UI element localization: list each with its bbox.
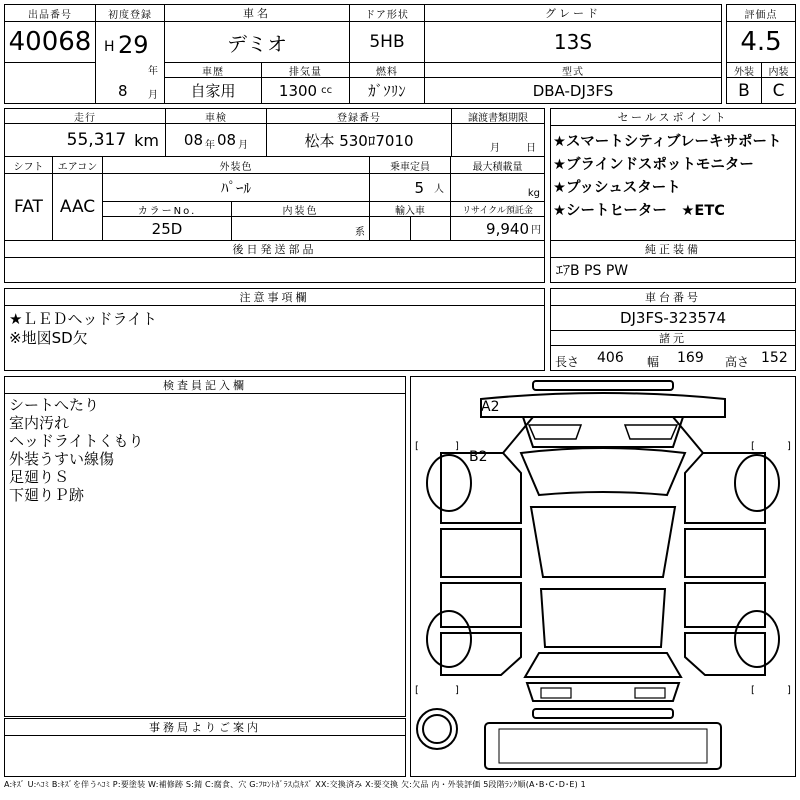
length-label: 長さ bbox=[555, 355, 580, 369]
inspector-label: 検査員記入欄 bbox=[4, 376, 406, 394]
dims-label: 諸元 bbox=[550, 330, 796, 346]
color-no: 25D bbox=[102, 216, 232, 241]
plate: 松本 530ﾛ7010 bbox=[266, 123, 452, 157]
plate-label: 登録番号 bbox=[266, 108, 452, 124]
grade: 13S bbox=[424, 21, 722, 63]
interior-color-unit: 系 bbox=[355, 227, 365, 238]
transfer-month-unit: 月 bbox=[490, 143, 500, 154]
mileage-unit: km bbox=[134, 130, 159, 150]
equipment: ｴｱB PS PW bbox=[550, 257, 796, 283]
height: 152 bbox=[761, 350, 788, 366]
chassis-label: 車台番号 bbox=[550, 288, 796, 306]
inspector-line-4: 外装うすい線傷 bbox=[9, 450, 115, 468]
caution-label: 注意事項欄 bbox=[4, 288, 545, 306]
color-label: 外装色 bbox=[102, 156, 370, 174]
door-label: ドア形状 bbox=[349, 4, 425, 22]
selling-point-4: ★シートヒーター ★ETC bbox=[553, 203, 725, 219]
interior-label: 内装 bbox=[761, 62, 796, 78]
history: 自家用 bbox=[164, 77, 262, 104]
later-parts-label: 後日発送部品 bbox=[4, 240, 545, 258]
inspection-month: 08 bbox=[217, 131, 237, 149]
chassis-no: DJ3FS-323574 bbox=[550, 305, 796, 331]
bracket-right-3: [ bbox=[751, 685, 755, 696]
selling-points-box bbox=[550, 125, 796, 241]
color: ﾊﾟｰﾙ bbox=[102, 173, 370, 202]
car-name-label: 車名 bbox=[164, 4, 350, 22]
lot-no-label: 出品番号 bbox=[4, 4, 96, 22]
inspector-line-1: シートへたり bbox=[9, 396, 100, 414]
inspection-label: 車検 bbox=[165, 108, 267, 124]
displacement-label: 排気量 bbox=[261, 62, 350, 78]
selling-points-label: セールスポイント bbox=[550, 108, 796, 126]
bracket-right-2: ] bbox=[787, 441, 791, 452]
bracket-right-1: [ bbox=[751, 441, 755, 452]
recycle-cell bbox=[450, 216, 545, 241]
inspector-line-3: ヘッドライトくもり bbox=[9, 432, 144, 450]
score: 4.5 bbox=[726, 21, 796, 63]
transfer-day-unit: 日 bbox=[526, 143, 536, 154]
mileage: 55,317 bbox=[66, 130, 127, 150]
inspector-line-2: 室内汚れ bbox=[9, 414, 70, 432]
displacement-cell bbox=[261, 77, 350, 104]
import-cell bbox=[369, 216, 451, 241]
exterior-grade: B bbox=[726, 77, 762, 104]
selling-point-3: ★プッシュスタート bbox=[553, 180, 681, 196]
interior-color-label: 内装色 bbox=[231, 201, 370, 217]
interior-color-cell bbox=[231, 216, 370, 241]
month-unit: 月 bbox=[148, 90, 158, 101]
later-parts-value bbox=[4, 257, 545, 283]
capacity-cell bbox=[369, 173, 451, 202]
year-unit: 年 bbox=[148, 66, 158, 77]
score-label: 評価点 bbox=[726, 4, 796, 22]
first-reg-box bbox=[95, 21, 165, 104]
load-unit: kg bbox=[527, 188, 540, 199]
office-label: 事務局よりご案内 bbox=[4, 718, 406, 736]
car-outline bbox=[411, 377, 795, 776]
selling-point-2: ★ブラインドスポットモニター bbox=[553, 157, 754, 173]
color-no-label: カラーNo. bbox=[102, 201, 232, 217]
inspector-box bbox=[4, 393, 406, 717]
lot-no: 40068 bbox=[4, 21, 96, 63]
history-label: 車歴 bbox=[164, 62, 262, 78]
displacement-unit: cc bbox=[321, 85, 333, 96]
lot-no-blank bbox=[4, 62, 96, 104]
fuel-label: 燃料 bbox=[349, 62, 425, 78]
width: 169 bbox=[677, 350, 704, 366]
era: H bbox=[104, 39, 115, 55]
inspection-year: 08 bbox=[183, 131, 203, 149]
inspector-line-5: 足廻りＳ bbox=[9, 468, 70, 486]
bracket-left-3: [ bbox=[415, 685, 419, 696]
selling-point-1: ★スマートシティブレーキサポート bbox=[553, 134, 782, 150]
mileage-label: 走行 bbox=[4, 108, 166, 124]
fuel: ｶﾞｿﾘﾝ bbox=[349, 77, 425, 104]
first-reg-year: 29 bbox=[118, 31, 149, 59]
import-label: 輸入車 bbox=[369, 201, 451, 217]
recycle-label: リサイクル預託金 bbox=[450, 201, 545, 217]
exterior-label: 外装 bbox=[726, 62, 762, 78]
bracket-right-4: ] bbox=[787, 685, 791, 696]
width-label: 幅 bbox=[647, 355, 660, 369]
load-cell bbox=[450, 173, 545, 202]
model: DBA-DJ3FS bbox=[424, 77, 722, 104]
recycle-unit: 円 bbox=[531, 225, 541, 236]
damage-mark-a2: A2 bbox=[481, 399, 500, 415]
transfer-label: 譲渡書類期限 bbox=[451, 108, 545, 124]
interior-grade: C bbox=[761, 77, 796, 104]
length: 406 bbox=[597, 350, 624, 366]
inspection-year-unit: 年 bbox=[205, 139, 215, 151]
first-reg-label: 初度登録 bbox=[95, 4, 165, 22]
transfer-cell bbox=[451, 123, 545, 157]
displacement: 1300 bbox=[278, 81, 318, 100]
capacity-unit: 人 bbox=[434, 184, 444, 195]
bracket-left-4: ] bbox=[455, 685, 459, 696]
bracket-left-1: [ bbox=[415, 441, 419, 452]
inspector-line-6: 下廻りＰ跡 bbox=[9, 486, 85, 504]
caution-line-1: ★ＬＥＤヘッドライト bbox=[9, 310, 157, 328]
ac: AAC bbox=[52, 173, 103, 241]
legend-footer: A:ｷｽﾞ U:ﾍｺﾐ B:ｷｽﾞを伴うﾍｺﾐ P:要塗装 W:補修跡 S:錆 C:腐食、穴 G:ﾌﾛﾝﾄｶﾞﾗｽ点ｷｽﾞ XX:交換済み X:要交換 欠:欠品 内・外装評価 5段階ﾗﾝｸ順(A･B･C･D･E) 1 bbox=[4, 780, 586, 789]
recycle: 9,940 bbox=[486, 219, 529, 238]
door: 5HB bbox=[349, 21, 425, 63]
office-value bbox=[4, 735, 406, 777]
car-diagram bbox=[410, 376, 796, 777]
capacity-label: 乗車定員 bbox=[369, 156, 451, 174]
shift: FAT bbox=[4, 173, 53, 241]
inspection-month-unit: 月 bbox=[238, 139, 249, 151]
height-label: 高さ bbox=[725, 355, 750, 369]
shift-label: シフト bbox=[4, 156, 53, 174]
capacity: 5 bbox=[414, 178, 424, 197]
equipment-label: 純正装備 bbox=[550, 240, 796, 258]
caution-box bbox=[4, 305, 545, 371]
damage-mark-b2: B2 bbox=[469, 449, 488, 465]
load-label: 最大積載量 bbox=[450, 156, 545, 174]
first-reg-month: 8 bbox=[118, 82, 128, 100]
ac-label: エアコン bbox=[52, 156, 103, 174]
car-name: デミオ bbox=[164, 21, 350, 63]
inspection-cell bbox=[165, 123, 267, 157]
grade-label: グレード bbox=[424, 4, 722, 22]
mileage-cell bbox=[4, 123, 166, 157]
bracket-left-2: ] bbox=[455, 441, 459, 452]
dims-box bbox=[550, 345, 796, 371]
model-label: 型式 bbox=[424, 62, 722, 78]
caution-line-2: ※地図SD欠 bbox=[9, 329, 88, 347]
